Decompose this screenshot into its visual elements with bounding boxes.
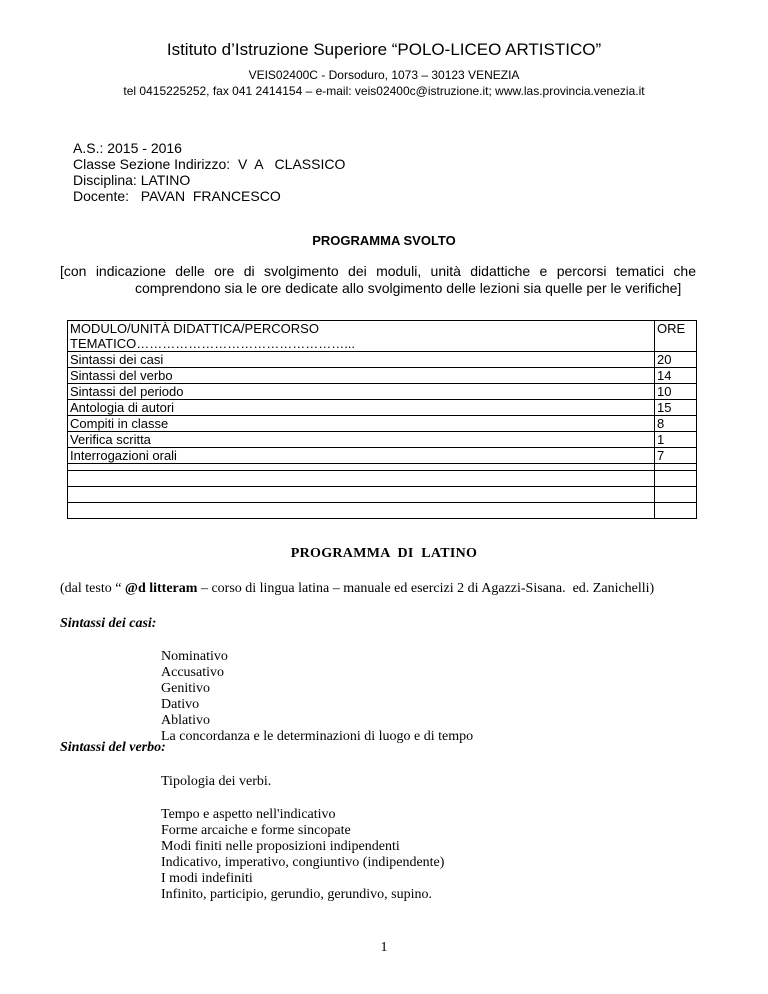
section-heading: Sintassi dei casi:	[60, 616, 157, 631]
empty-cell	[655, 464, 697, 471]
source-prefix: (dal testo “	[60, 581, 125, 596]
empty-cell	[655, 503, 697, 519]
table-row-empty	[68, 464, 697, 471]
module-header	[68, 321, 655, 352]
class-section: Classe Sezione Indirizzo: V A CLASSICO	[73, 156, 346, 172]
hours-cell: 14	[655, 368, 697, 384]
module-cell: Compiti in classe	[68, 416, 655, 432]
list-item: Nominativo	[161, 649, 228, 664]
table-row	[68, 400, 697, 416]
table-row	[68, 448, 697, 464]
table-row-empty	[68, 503, 697, 519]
teacher: Docente: PAVAN FRANCESCO	[73, 188, 281, 204]
list-item: Indicativo, imperativo, congiuntivo (indipendente)	[161, 855, 445, 870]
school-contacts: tel 0415225252, fax 041 2414154 – e-mail: veis02400c@istruzione.it; www.las.provincia.venezia.it	[123, 84, 645, 98]
latin-program-title: PROGRAMMA DI LATINO	[290, 546, 478, 561]
list-item: Forme arcaiche e forme sincopate	[161, 823, 351, 838]
hours-table	[67, 320, 697, 519]
table-row	[68, 416, 697, 432]
table-row-empty	[68, 471, 697, 487]
school-code-address: VEIS02400C - Dorsoduro, 1073 – 30123 VENEZIA	[248, 68, 520, 82]
module-cell: Sintassi del verbo	[68, 368, 655, 384]
table-row	[68, 368, 697, 384]
table-row-empty	[68, 487, 697, 503]
list-item: Dativo	[161, 697, 200, 712]
section-list	[161, 649, 473, 745]
program-title: PROGRAMMA SVOLTO	[312, 233, 456, 248]
school-year: A.S.: 2015 - 2016	[73, 140, 182, 156]
module-cell: Sintassi del periodo	[68, 384, 655, 400]
note-line-2: comprendono sia le ore dedicate allo svolgimento delle lezioni sia quelle per le verifiche]	[135, 280, 682, 296]
module-cell: Verifica scritta	[68, 432, 655, 448]
list-item: La concordanza e le determinazioni di luogo e di tempo	[161, 729, 474, 744]
module-cell: Antologia di autori	[68, 400, 655, 416]
school-name: Istituto d’Istruzione Superiore “POLO-LICEO ARTISTICO”	[166, 40, 602, 59]
module-cell: Sintassi dei casi	[68, 352, 655, 368]
module-header-line-2: TEMATICO…………………………………………...	[70, 336, 356, 351]
list-item: Ablativo	[161, 713, 210, 728]
section-heading: Sintassi del verbo:	[60, 740, 166, 755]
list-item: Infinito, participio, gerundio, gerundivo, supino.	[161, 887, 433, 902]
list-item: Genitivo	[161, 681, 210, 696]
table-header-row	[68, 321, 697, 352]
source-suffix: – corso di lingua latina – manuale ed esercizi 2 di Agazzi-Sisana. ed. Zanichelli)	[197, 581, 655, 596]
list-item: Modi finiti nelle proposizioni indipendenti	[161, 839, 400, 854]
page-number: 1	[380, 940, 388, 955]
module-header-line-1: MODULO/UNITÀ DIDATTICA/PERCORSO	[70, 321, 319, 336]
empty-cell	[68, 487, 655, 503]
empty-cell	[68, 464, 655, 471]
empty-cell	[655, 471, 697, 487]
hours-header: ORE	[655, 321, 697, 352]
hours-cell: 8	[655, 416, 697, 432]
program-note	[60, 263, 696, 297]
list-item: I modi indefiniti	[161, 871, 253, 886]
subject: Disciplina: LATINO	[73, 172, 191, 188]
hours-cell: 1	[655, 432, 697, 448]
module-cell: Interrogazioni orali	[68, 448, 655, 464]
empty-cell	[68, 471, 655, 487]
hours-cell: 7	[655, 448, 697, 464]
table-row	[68, 352, 697, 368]
source-book-title: @d litteram	[124, 581, 198, 596]
hours-cell: 20	[655, 352, 697, 368]
textbook-source	[60, 581, 654, 597]
list-item: Accusativo	[161, 665, 224, 680]
empty-cell	[68, 503, 655, 519]
table-row	[68, 432, 697, 448]
note-line-1: [con indicazione delle ore di svolgimento dei moduli, unità didattiche e percorsi tematici che	[60, 263, 696, 279]
hours-cell: 15	[655, 400, 697, 416]
hours-cell: 10	[655, 384, 697, 400]
section-intro: Tipologia dei verbi.	[161, 774, 272, 789]
section-list	[161, 807, 444, 903]
table-row	[68, 384, 697, 400]
list-item: Tempo e aspetto nell'indicativo	[161, 807, 336, 822]
empty-cell	[655, 487, 697, 503]
